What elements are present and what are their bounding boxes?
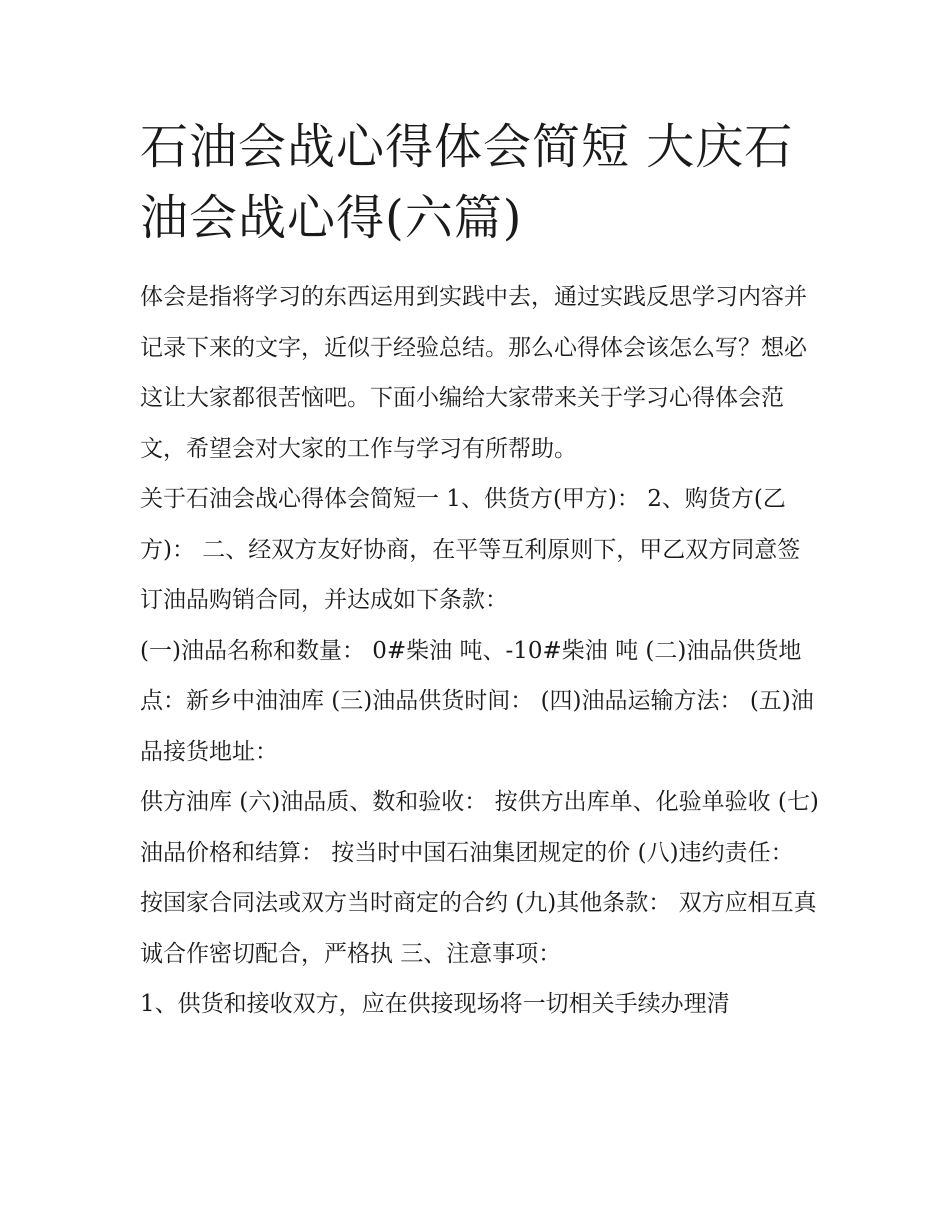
- paragraph-other-terms: 按国家合同法或双方当时商定的合约 (九)其他条款： 双方应相互真诚合作密切配合，严格执 三、注意事项：: [140, 890, 817, 967]
- paragraph-notes: 1、供货和接收双方，应在供接现场将一切相关手续办理清: [140, 991, 730, 1017]
- document-title: 石油会战心得体会简短 大庆石油会战心得(六篇): [140, 119, 794, 246]
- paragraph-quality-price: 供方油库 (六)油品质、数和验收： 按供方出库单、化验单验收 (七)油品价格和结算： 按当时中国石油集团规定的价 (八)违约责任：: [140, 789, 819, 866]
- paragraph-parties: 关于石油会战心得体会简短一 1、供货方(甲方)： 2、购货方(乙方)： 二、经双方友好协商，在平等互利原则下，甲乙双方同意签订油品购销合同，并达成如下条款：: [140, 486, 801, 613]
- paragraph-product-terms: (一)油品名称和数量： 0#柴油 吨、-10#柴油 吨 (二)油品供货地点：新乡中油油库 (三)油品供货时间： (四)油品运输方法： (五)油品接货地址：: [140, 637, 814, 765]
- document-page: [140, 112, 820, 1030]
- paragraph-intro: 体会是指将学习的东西运用到实践中去，通过实践反思学习内容并记录下来的文字，近似于经验总结。那么心得体会该怎么写？想必这让大家都很苦恼吧。下面小编给大家带来关于学习心得体会范文，希望会对大家的工作与学习有所帮助。: [140, 284, 807, 462]
